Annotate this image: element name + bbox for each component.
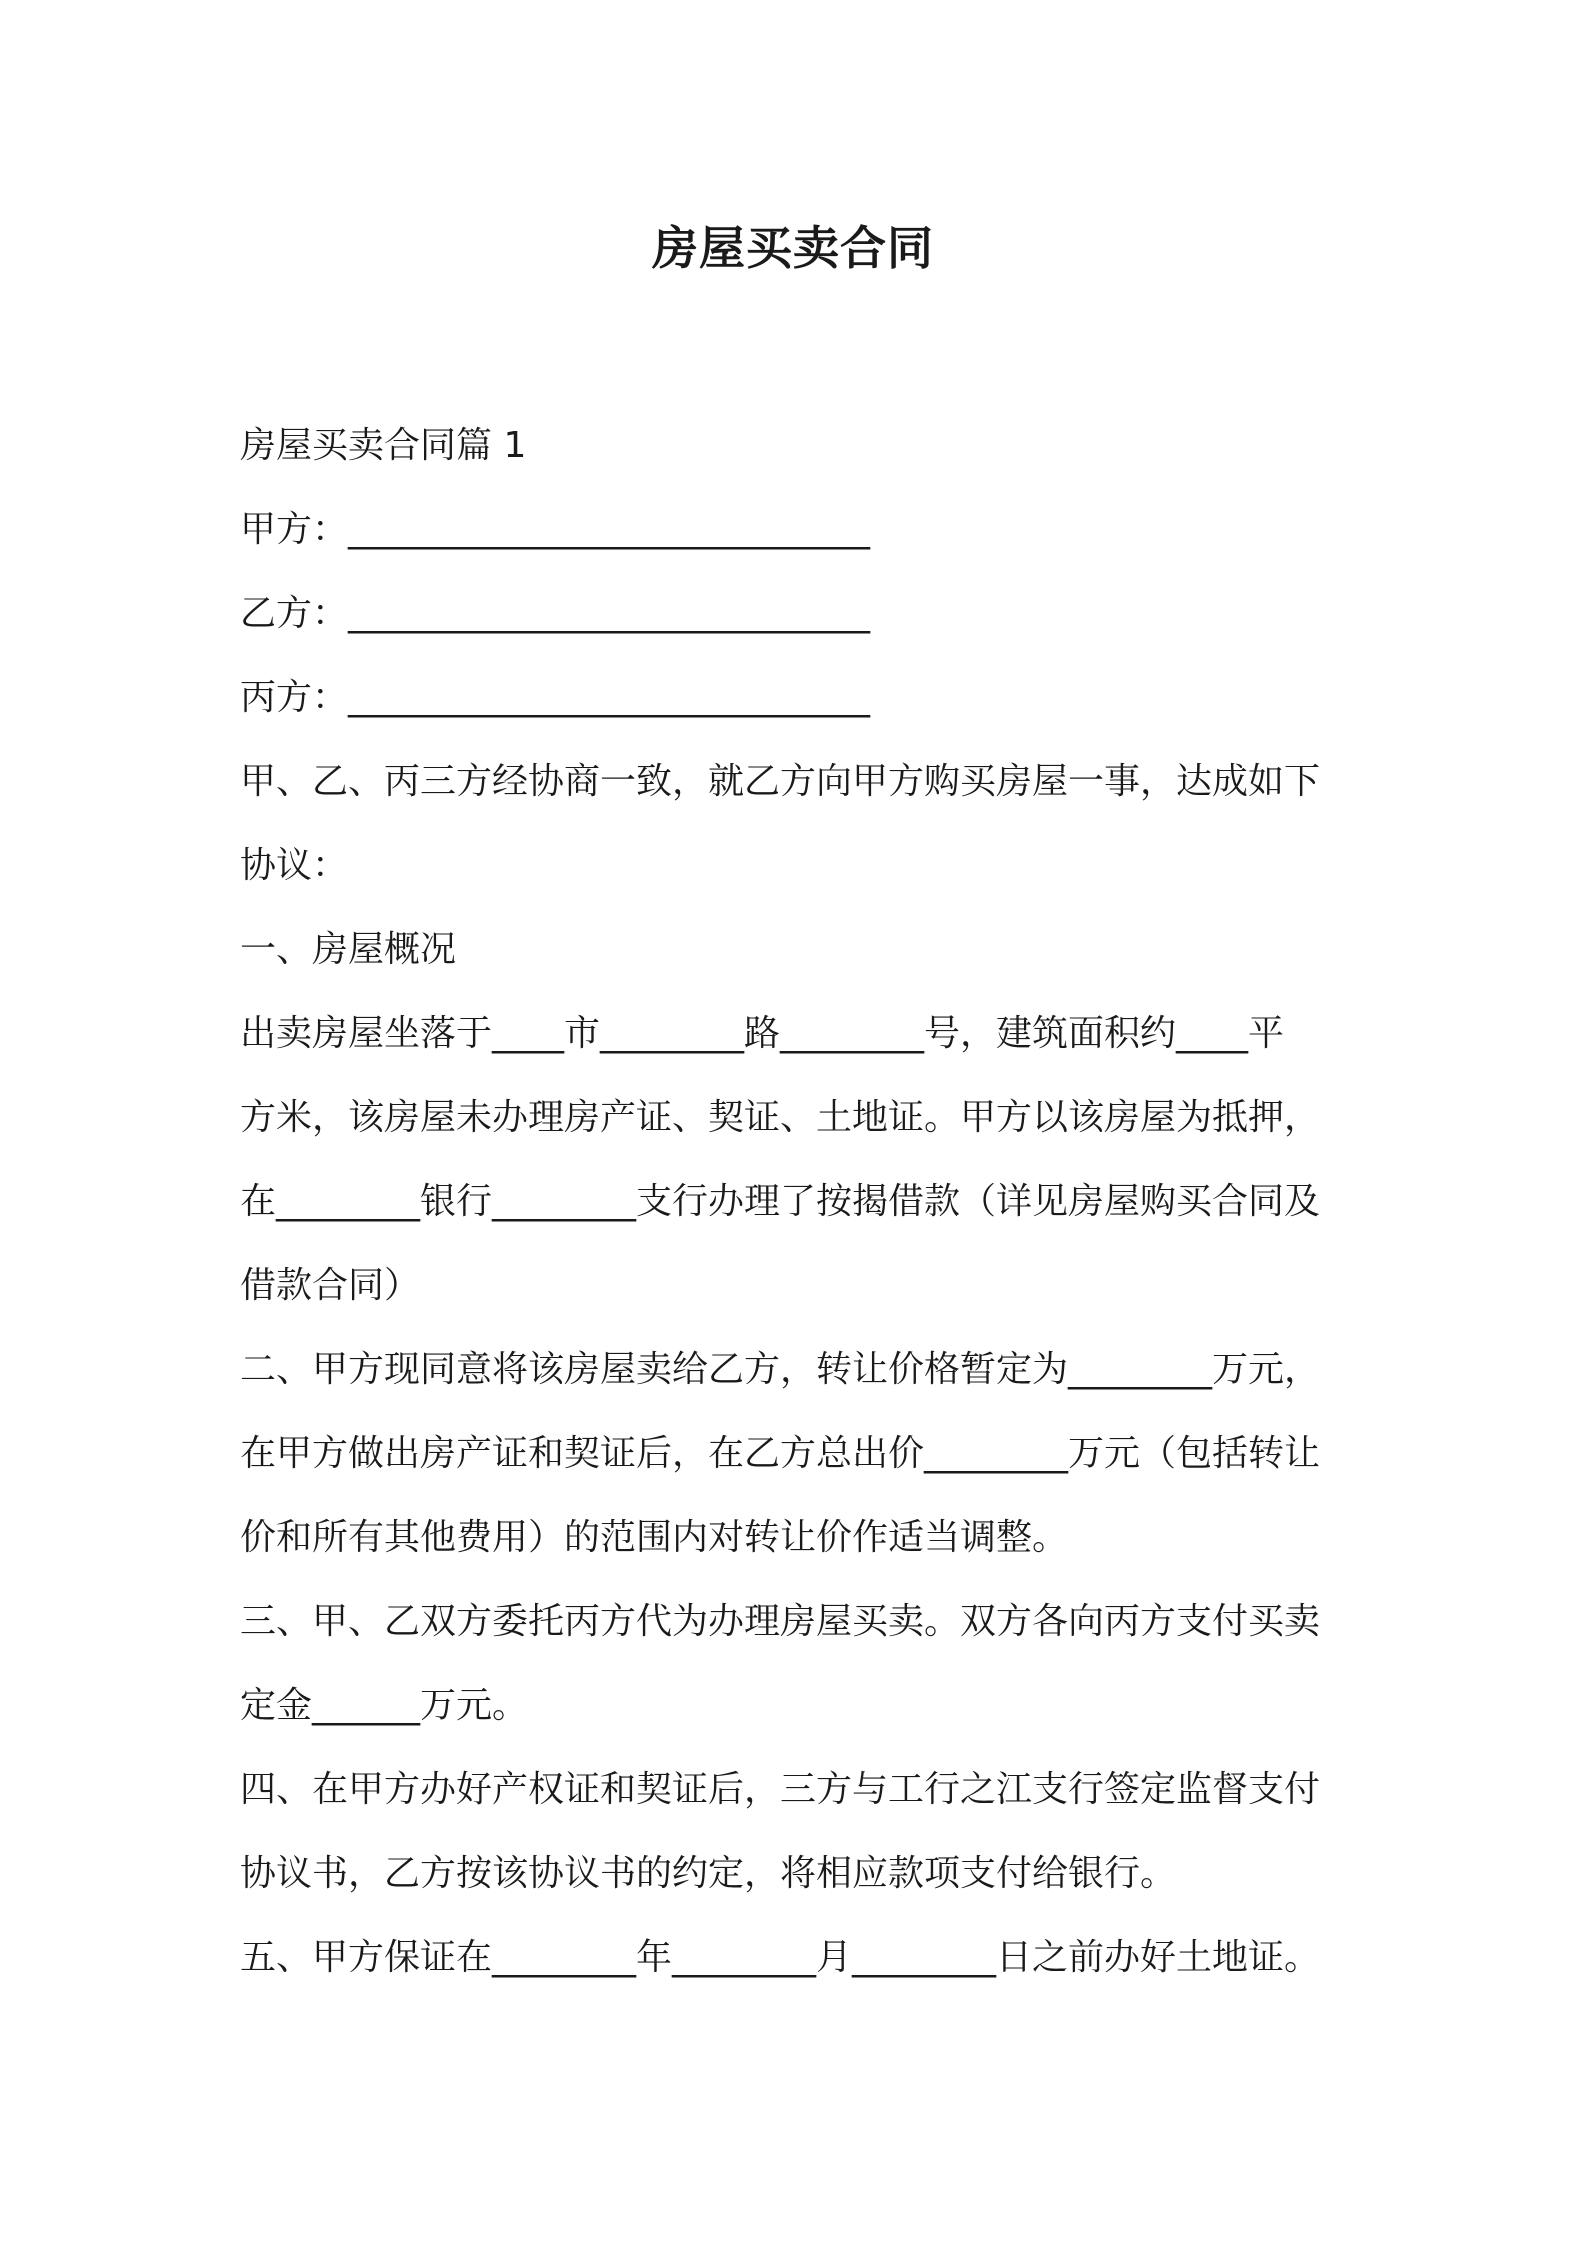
paragraph-line: 三、甲、乙双方委托丙方代为办理房屋买卖。双方各向丙方支付买卖 bbox=[240, 1601, 1321, 1642]
clause-heading: 一、房屋概况 bbox=[240, 929, 457, 970]
paragraph-line: 协议书，乙方按该协议书的约定，将相应款项支付给银行。 bbox=[240, 1853, 1177, 1894]
paragraph-line: 二、甲方现同意将该房屋卖给乙方，转让价格暂定为________万元， bbox=[240, 1349, 1321, 1390]
party-b-line: 乙方：_____________________________ bbox=[240, 593, 871, 634]
document-title: 房屋买卖合同 bbox=[652, 221, 934, 275]
section-heading: 房屋买卖合同篇 1 bbox=[240, 425, 527, 466]
document-body bbox=[240, 404, 1360, 2000]
paragraph-line: 在________银行________支行办理了按揭借款（详见房屋购买合同及 bbox=[240, 1181, 1321, 1222]
paragraph-line: 协议： bbox=[240, 845, 349, 886]
party-a-line: 甲方：_____________________________ bbox=[240, 509, 871, 550]
party-c-line: 丙方：_____________________________ bbox=[240, 677, 871, 718]
paragraph-line: 出卖房屋坐落于____市________路________号，建筑面积约____平 bbox=[240, 1013, 1285, 1054]
paragraph-line: 方米，该房屋未办理房产证、契证、土地证。甲方以该房屋为抵押， bbox=[240, 1097, 1321, 1138]
paragraph-line: 在甲方做出房产证和契证后，在乙方总出价________万元（包括转让 bbox=[240, 1433, 1321, 1474]
paragraph-line: 价和所有其他费用）的范围内对转让价作适当调整。 bbox=[240, 1517, 1069, 1558]
paragraph-line: 甲、乙、丙三方经协商一致，就乙方向甲方购买房屋一事，达成如下 bbox=[240, 761, 1321, 802]
paragraph-line: 五、甲方保证在________年________月________日之前办好土地证。 bbox=[240, 1937, 1321, 1978]
paragraph-line: 定金______万元。 bbox=[240, 1685, 529, 1726]
paragraph-line: 四、在甲方办好产权证和契证后，三方与工行之江支行签定监督支付 bbox=[240, 1769, 1321, 1810]
paragraph-line: 借款合同） bbox=[240, 1265, 421, 1306]
